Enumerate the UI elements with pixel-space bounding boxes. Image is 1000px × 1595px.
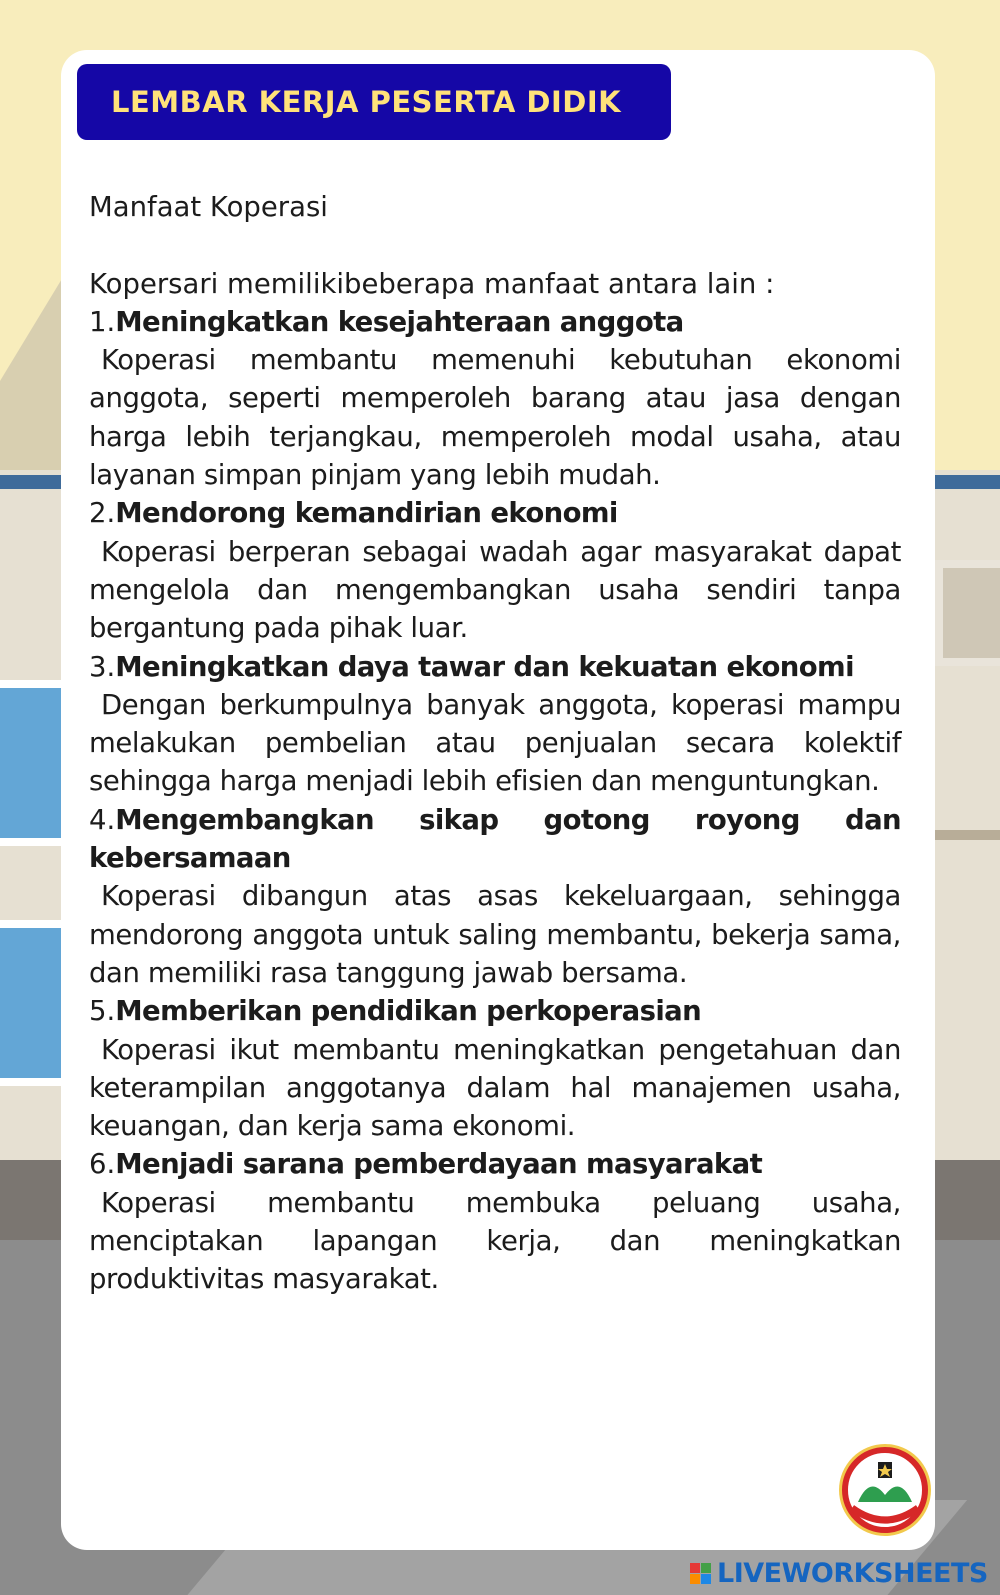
list-item-heading: Mendorong kemandirian ekonomi bbox=[115, 497, 618, 530]
list-item-description: Koperasi dibangun atas asas kekeluargaan, sehingga mendorong anggota untuk saling membantu, bekerja sama, dan memiliki rasa tanggung jawab bersama. bbox=[89, 880, 901, 989]
list-item-title bbox=[89, 992, 901, 1030]
section-heading: Manfaat Koperasi bbox=[89, 191, 328, 223]
list-item-title bbox=[89, 1145, 901, 1183]
list-item-description: Koperasi membantu memenuhi kebutuhan ekonomi anggota, seperti memperoleh barang atau jasa dengan harga lebih terjangkau, memperoleh modal usaha, atau layanan simpan pinjam yang lebih mudah. bbox=[89, 344, 901, 492]
list-item-title bbox=[89, 801, 901, 878]
worksheet-card bbox=[61, 50, 935, 1550]
list-item-description: Koperasi membantu membuka peluang usaha, menciptakan lapangan kerja, dan meningkatkan produktivitas masyarakat. bbox=[89, 1186, 901, 1296]
list-item-description: Koperasi ikut membantu meningkatkan pengetahuan dan keterampilan anggotanya dalam hal manajemen usaha, keuangan, dan kerja sama ekonomi. bbox=[89, 1033, 901, 1143]
list-item-heading: Meningkatkan daya tawar dan kekuatan ekonomi bbox=[115, 650, 854, 683]
background-window bbox=[935, 560, 1000, 666]
list-item-number: 4. bbox=[89, 803, 116, 836]
list-item-number: 3. bbox=[89, 650, 116, 683]
list-item-description: Koperasi berperan sebagai wadah agar masyarakat dapat mengelola dan mengembangkan usaha sendiri tanpa bergantung pada pihak luar. bbox=[89, 535, 901, 645]
title-banner bbox=[77, 64, 671, 140]
intro-text: Kopersari memilikibeberapa manfaat antara lain : bbox=[89, 267, 775, 300]
list-item-description: Dengan berkumpulnya banyak anggota, koperasi mampu melakukan pembelian atau penjualan secara kolektif sehingga harga menjadi lebih efisien dan menguntungkan. bbox=[89, 688, 901, 798]
liveworksheets-logo-icon bbox=[690, 1563, 711, 1584]
watermark-text: LIVEWORKSHEETS bbox=[717, 1557, 988, 1589]
list-item-heading: Memberikan pendidikan perkoperasian bbox=[115, 995, 702, 1028]
list-item-number: 6. bbox=[89, 1148, 116, 1181]
worksheet-title: LEMBAR KERJA PESERTA DIDIK bbox=[111, 85, 622, 119]
list-item-heading: Mengembangkan sikap gotong royong dan kebersamaan bbox=[89, 803, 901, 875]
list-item-heading: Meningkatkan kesejahteraan anggota bbox=[115, 305, 684, 338]
koperasi-emblem-icon bbox=[830, 1440, 940, 1540]
list-item-title bbox=[89, 648, 901, 686]
list-item-heading: Menjadi sarana pemberdayaan masyarakat bbox=[115, 1148, 763, 1181]
list-item-number: 1. bbox=[89, 305, 116, 338]
list-item-title bbox=[89, 494, 901, 532]
liveworksheets-watermark bbox=[690, 1555, 988, 1591]
worksheet-content bbox=[89, 188, 901, 1299]
spacer bbox=[89, 226, 901, 264]
list-item-title bbox=[89, 303, 901, 341]
list-item-number: 2. bbox=[89, 497, 116, 530]
list-item-number: 5. bbox=[89, 995, 116, 1028]
